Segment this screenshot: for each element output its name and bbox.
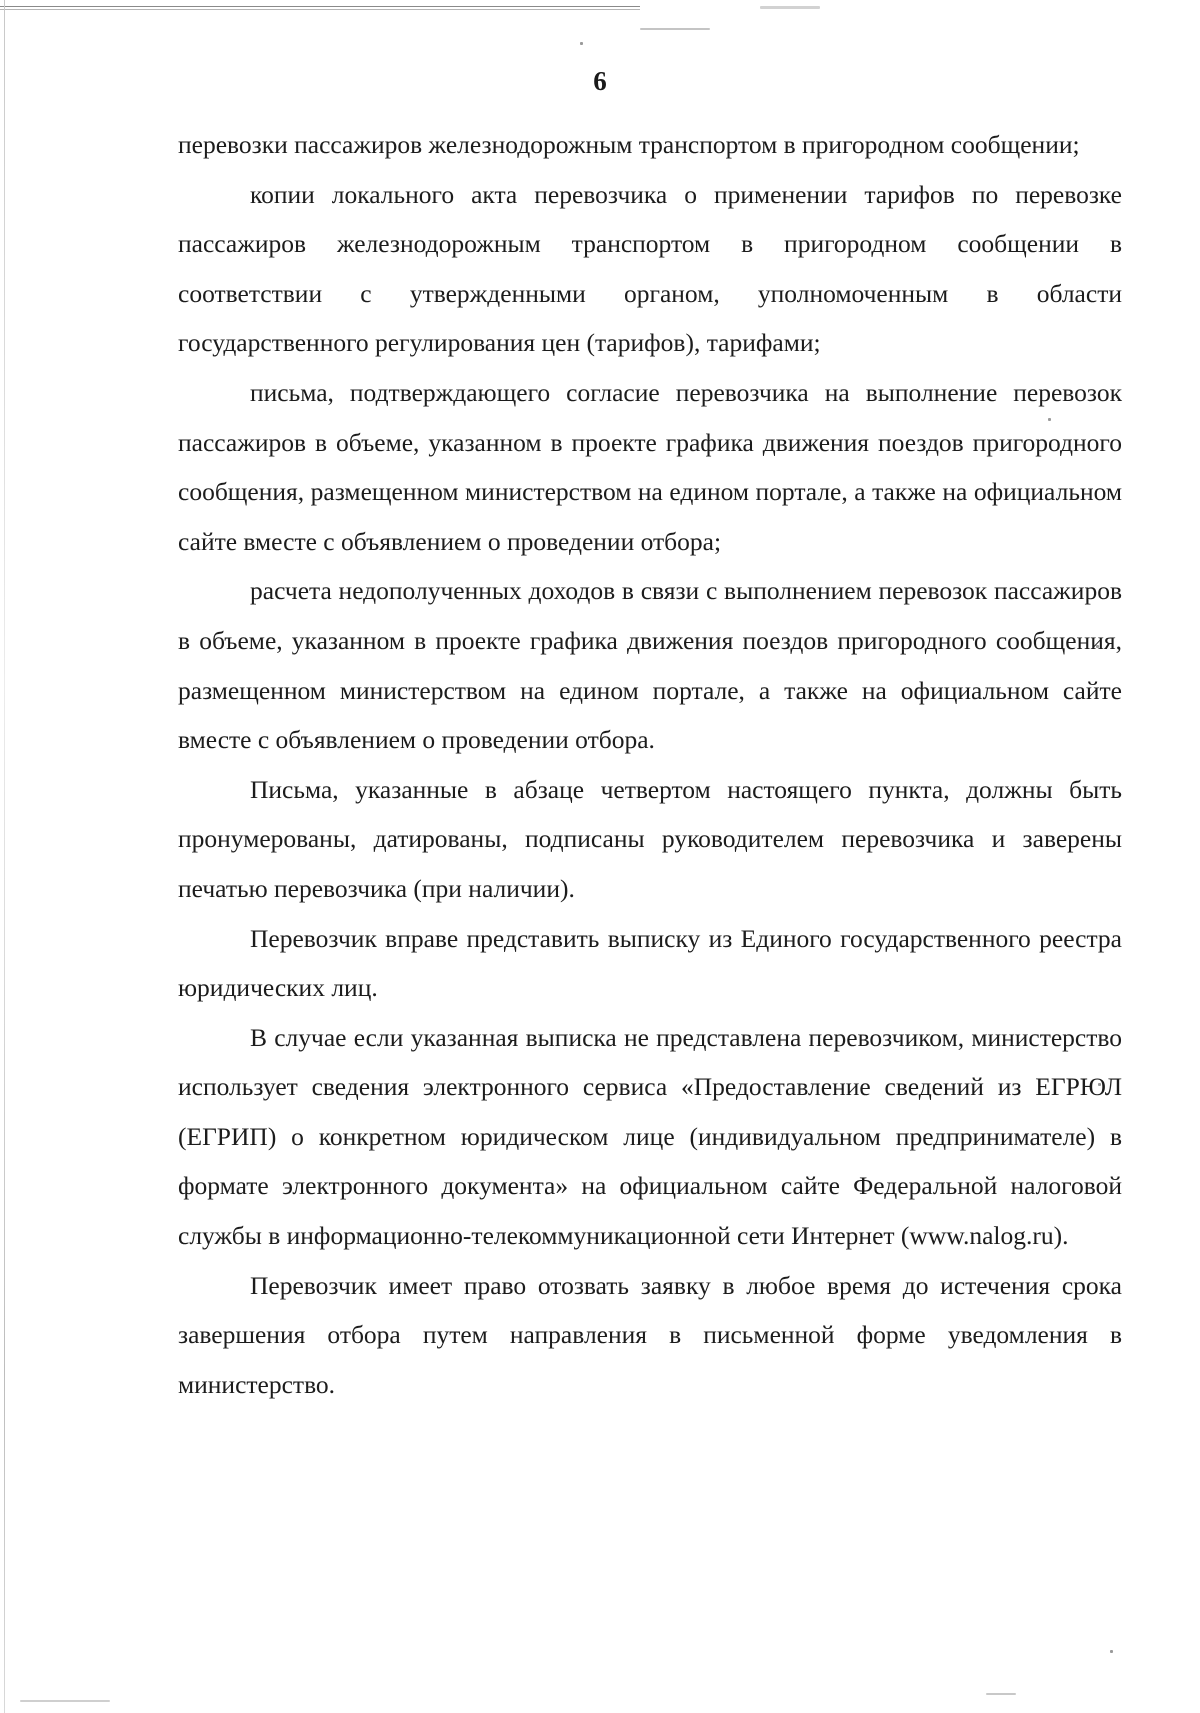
- scan-speck: [20, 1700, 110, 1702]
- scan-speck: [986, 1693, 1016, 1695]
- scan-speck: [1110, 1650, 1113, 1653]
- paragraph-lost-income-calculation: расчета недополученных доходов в связи с выполнением перевозок пассажиров в объеме, указанном в проекте графика движения поездов пригородного сообщения, размещенном министерством на едином портале, а также на официальном сайте вместе с объявлением о проведении отбора.: [178, 576, 1122, 755]
- paragraph-tariff-act-copy: копии локального акта перевозчика о применении тарифов по перевозке пассажиров железнодорожным транспортом в пригородном сообщении в соответствии с утвержденными органом, уполномоченным в области государственного регулирования цен (тарифов), тарифами;: [178, 179, 1122, 358]
- scan-artifact-edge: [4, 0, 5, 1713]
- scan-artifact-line: [0, 9, 640, 10]
- paragraph-letters-requirements: Письма, указанные в абзаце четвертом настоящего пункта, должны быть пронумерованы, датированы, подписаны руководителем перевозчика и заверены печатью перевозчика (при наличии).: [178, 774, 1122, 903]
- page-number: 6: [593, 66, 607, 96]
- paragraph-registry-extract: Перевозчик вправе представить выписку из Единого государственного реестра юридических лиц.: [178, 923, 1122, 1003]
- document-body: [178, 120, 1122, 1409]
- scan-artifact-line: [0, 6, 640, 7]
- paragraph-egrul-service: В случае если указанная выписка не представлена перевозчиком, министерство использует сведения электронного сервиса «Предоставление сведений из ЕГРЮЛ (ЕГРИП) о конкретном юридическом лице (индивидуальном предпринимателе) в формате электронного документа» на официальном сайте Федеральной налоговой службы в информационно-телекоммуникационной сети Интернет (www.nalog.ru).: [178, 1022, 1122, 1251]
- scan-speck: [640, 28, 710, 30]
- scan-speck: [580, 42, 583, 45]
- scan-speck: [760, 6, 820, 9]
- paragraph-consent-letter: письма, подтверждающего согласие перевозчика на выполнение перевозок пассажиров в объеме, указанном в проекте графика движения поездов пригородного сообщения, размещенном министерством на едином портале, а также на официальном сайте вместе с объявлением о проведении отбора;: [178, 377, 1122, 556]
- paragraph-continuation: перевозки пассажиров железнодорожным транспортом в пригородном сообщении;: [178, 130, 1080, 159]
- paragraph-application-withdrawal: Перевозчик имеет право отозвать заявку в любое время до истечения срока завершения отбора путем направления в письменной форме уведомления в министерство.: [178, 1270, 1122, 1399]
